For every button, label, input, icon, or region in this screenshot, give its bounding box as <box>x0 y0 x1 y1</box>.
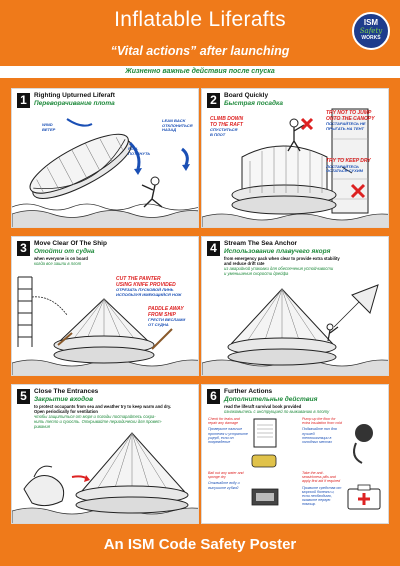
label-nojump-ru1: ПОСТАРАЙТЕСЬ НЕ <box>326 121 366 126</box>
step-title-en: Further Actions <box>224 388 273 395</box>
step-note-ru1: из аварийной упаковки для обеспечения устойчивости <box>224 266 334 271</box>
label-wind-ru: ВЕТЕР <box>42 126 56 132</box>
panel-board-quickly <box>201 88 389 228</box>
list-check-leaks-ru: Проверьте наличие протечек и устраните ущерб, если он повреждение <box>208 427 248 445</box>
step-note-en: read the liferaft survival book provided <box>224 404 302 409</box>
panel-move-clear <box>11 236 199 376</box>
logo-line3: WORKS <box>361 35 381 41</box>
poster-subtitle: “Vital actions” after launching <box>110 44 290 58</box>
step-note-en1: to protect occupants from sea and weather try to keep warm and dry. <box>34 404 172 409</box>
step-title-en: Righting Upturned Liferaft <box>34 92 115 99</box>
step-number: 6 <box>207 389 220 404</box>
panel-sea-anchor <box>201 236 389 376</box>
label-cut-ru1: ОТРЕЗАТЬ ПУСКОВОЙ ЛИНЬ <box>116 287 174 292</box>
step-number: 1 <box>17 93 30 108</box>
step-note-en2: and reduce drift rate <box>224 261 265 266</box>
label-paddle-ru2: ОТ СУДНА <box>148 321 169 327</box>
label-nojump-en1: TRY NOT TO JUMP <box>326 110 372 116</box>
label-paddle-en2: FROM SHIP <box>148 311 176 318</box>
label-cut-ru2: ИСПОЛЬЗУЯ ИМЕЮЩИЙСЯ НОЖ <box>116 291 182 297</box>
step-number: 2 <box>207 93 220 108</box>
step-title-en: Board Quickly <box>224 92 269 99</box>
step-note-en2: Open periodically for ventilation <box>34 409 98 414</box>
list-pump-floor-en: Pump up the floor for extra insulation from cold <box>302 417 342 426</box>
label-lean-back-en: LEAN BACK <box>162 118 186 123</box>
label-cut-en1: CUT THE PAINTER <box>116 276 161 282</box>
step-number: 4 <box>207 241 220 256</box>
step-note-ru: ознакомьтесь с инструкцией по выживанию в плоту <box>224 409 330 414</box>
label-lean-back-ru2: НАЗАД <box>162 127 177 133</box>
poster-title: Inflatable Liferafts <box>114 8 286 31</box>
step-title-ru: Быстрая посадка <box>224 100 283 107</box>
list-pump-floor <box>302 417 342 444</box>
label-nojump-en2: ONTO THE CANOPY <box>326 115 375 122</box>
step-note-ru2: и уменьшения скорости дрейфа <box>224 271 289 276</box>
list-check-leaks <box>208 417 248 444</box>
label-climb-en2: TO THE RAFT <box>210 121 243 128</box>
label-nojump-ru2: ПРЫГАТЬ НА ТЕНТ <box>326 125 364 131</box>
panel-further-actions <box>201 384 389 524</box>
step-number: 3 <box>17 241 30 256</box>
righting-liferaft-illustration <box>12 89 199 228</box>
step-note-ru: когда все зашли в плот <box>34 261 82 266</box>
list-bail-out-ru: Откачайте воду и высушите губкой <box>208 481 240 490</box>
list-pump-floor-ru: Подкачайте пол для лучшей теплоизоляции в холодных местах <box>302 427 337 445</box>
label-paddle-away <box>148 307 185 327</box>
step-title-en: Close The Entrances <box>34 388 99 395</box>
label-keep-dry <box>326 159 371 174</box>
list-first-aid <box>302 471 342 507</box>
poster-footer: An ISM Code Safety Poster <box>103 536 297 553</box>
step-title-ru: Переворачивание плота <box>34 100 115 107</box>
step-note-ru3: ривания <box>34 424 50 429</box>
list-first-aid-en: Take the anti-seasickness pills and apply first aid if required <box>302 471 341 484</box>
step-title-ru: Закрытие входов <box>34 396 94 403</box>
label-dry-ru2: ОСТАТЬСЯ СУХИМ <box>326 168 363 174</box>
step-note-en: when everyone is on board <box>34 256 88 261</box>
step-title-ru: Дополнительные действия <box>224 396 318 403</box>
label-pull-ru: ПОТЯНУТЬ <box>128 150 151 156</box>
step-title-en: Move Clear Of The Ship <box>34 240 107 247</box>
label-climb-ru2: В ПЛОТ <box>210 131 226 137</box>
label-climb-down <box>210 117 243 137</box>
label-lean-back <box>162 119 193 133</box>
label-wind-en: WIND <box>42 122 53 127</box>
label-wind <box>42 123 55 132</box>
label-pull-en: PULL <box>128 146 139 151</box>
subtitle-russian: Жизненно важные действия после спуска <box>0 66 400 78</box>
step-note-en1: from emergency pack when clear to provide extra stability <box>224 256 340 261</box>
label-dry-en: TRY TO KEEP DRY <box>326 158 371 164</box>
logo-line1: ISM <box>363 18 379 27</box>
ism-logo <box>352 12 390 50</box>
step-title-en: Stream The Sea Anchor <box>224 240 298 247</box>
step-title-ru: Использование плавучего якоря <box>224 248 331 255</box>
label-no-jump <box>326 111 375 131</box>
list-bail-out-en: Bail out any water and sponge dry <box>208 471 244 480</box>
list-first-aid-ru: Примите средства от морской болезни и, если необходимо, окажите первую помощь <box>302 485 342 507</box>
step-note-ru1: чтобы защититься от моря и погоды постарайтесь сохра- <box>34 414 156 419</box>
label-pull <box>128 147 150 156</box>
step-note-ru2: нить тепло и сухость. Открывайте периодически для провет- <box>34 419 163 424</box>
label-dry-ru1: ПОСТАРАЙТЕСЬ <box>326 163 359 169</box>
label-paddle-en1: PADDLE AWAY <box>148 306 184 312</box>
label-paddle-ru1: ГРЕСТИ ВЕСЛАМИ <box>148 317 186 322</box>
panel-close-entrances <box>11 384 199 524</box>
panel-righting-liferaft <box>11 88 199 228</box>
label-climb-en1: CLIMB DOWN <box>210 116 244 122</box>
label-cut-painter <box>116 277 182 297</box>
label-climb-ru1: СПУСТИТЬСЯ <box>210 127 238 132</box>
logo-line2: Safety <box>359 27 383 35</box>
step-title-ru: Отойти от судна <box>34 248 95 255</box>
step-number: 5 <box>17 389 30 404</box>
list-check-leaks-en: Check for leaks and repair any damage <box>208 417 240 426</box>
label-lean-back-ru1: ОТКЛОНИТЬСЯ <box>162 122 193 128</box>
list-bail-out <box>208 471 248 490</box>
label-cut-en2: USING KNIFE PROVIDED <box>116 281 176 288</box>
